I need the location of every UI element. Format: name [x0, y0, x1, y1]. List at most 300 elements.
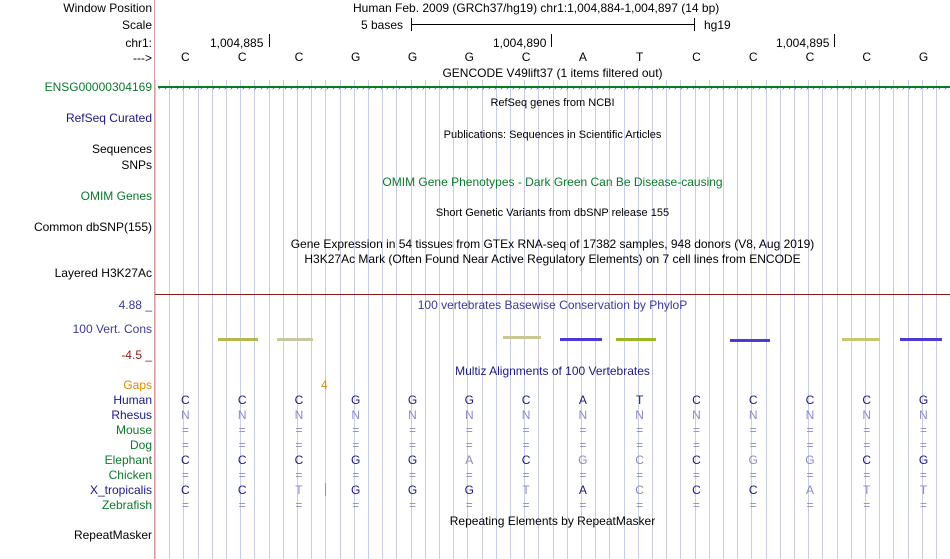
chrom-tick-3: 1,004,895: [776, 36, 830, 50]
multiz-base: N: [464, 408, 474, 422]
strand-chevron: ›: [224, 82, 227, 92]
multiz-base: T: [522, 483, 530, 497]
strand-chevron: ›: [188, 82, 191, 92]
grid-line: [439, 80, 440, 559]
phylop-track-title[interactable]: 100 vertebrates Basewise Conservation by PhyloP: [417, 298, 688, 312]
multiz-base: G: [748, 453, 758, 467]
strand-chevron: ›: [248, 82, 251, 92]
strand-chevron: ›: [710, 82, 713, 92]
strand-chevron: ›: [896, 82, 899, 92]
strand-chevron: ›: [620, 82, 623, 92]
multiz-base: =: [238, 468, 246, 482]
strand-chevron: ›: [920, 82, 923, 92]
strand-chevron: ›: [740, 82, 743, 92]
multiz-base: G: [464, 393, 474, 407]
strand-chevron: ›: [596, 82, 599, 92]
strand-chevron: ›: [338, 82, 341, 92]
multiz-base: =: [465, 498, 473, 512]
sequence-base: C: [805, 50, 815, 64]
multiz-species-chicken[interactable]: Chicken: [108, 468, 152, 482]
multiz-base: G: [351, 483, 361, 497]
refseq-track-title[interactable]: RefSeq genes from NCBI: [490, 97, 615, 109]
strand-chevron: ›: [854, 82, 857, 92]
grid-line: [311, 80, 312, 559]
grid-line: [879, 80, 880, 559]
multiz-base: =: [352, 498, 360, 512]
multiz-base: T: [635, 393, 644, 407]
strand-chevron: ›: [554, 82, 557, 92]
grid-line: [538, 80, 539, 559]
multiz-base: C: [692, 393, 701, 407]
phylop-signal-blip: [900, 338, 942, 341]
chrom-label: chr1:: [125, 36, 152, 50]
multiz-base: =: [238, 498, 246, 512]
multiz-base: =: [295, 438, 303, 452]
multiz-base: =: [238, 423, 246, 437]
multiz-base: =: [295, 498, 303, 512]
strand-chevron: ›: [206, 82, 209, 92]
multiz-species-x_tropicalis[interactable]: X_tropicalis: [89, 483, 152, 497]
multiz-base: =: [465, 468, 473, 482]
multiz-base: =: [806, 498, 814, 512]
strand-chevron: ›: [788, 82, 791, 92]
sequence-base: C: [748, 50, 758, 64]
multiz-base: C: [521, 453, 531, 467]
grid-line: [283, 80, 284, 559]
multiz-gap-count: 4: [321, 378, 328, 392]
sequence-base: G: [407, 50, 418, 64]
strand-chevron: ›: [818, 82, 821, 92]
multiz-base: N: [919, 408, 928, 422]
multiz-species-elephant[interactable]: Elephant: [104, 453, 152, 467]
multiz-base: C: [181, 393, 190, 407]
strand-chevron: ›: [680, 82, 683, 92]
grid-line: [368, 80, 369, 559]
strand-chevron: ›: [578, 82, 581, 92]
repeatmasker-track-label[interactable]: RepeatMasker: [73, 528, 152, 542]
sequence-base: C: [692, 50, 701, 64]
multiz-base: =: [863, 438, 871, 452]
scale-bar-right-tick: [694, 18, 695, 31]
multiz-base: =: [806, 438, 814, 452]
grid-line: [453, 80, 454, 559]
omim-track-title[interactable]: OMIM Gene Phenotypes - Dark Green Can Be Disease-causing: [382, 175, 723, 189]
strand-chevron: ›: [734, 82, 737, 92]
strand-chevron: ›: [548, 82, 551, 92]
strand-chevron: ›: [530, 82, 533, 92]
multiz-base: G: [578, 453, 588, 467]
multiz-base: C: [692, 453, 701, 467]
sequence-base: T: [635, 50, 644, 64]
gtex-track-title[interactable]: Gene Expression in 54 tissues from GTEx RNA-seq of 17382 samples, 948 donors (V8, Aug 2019): [290, 237, 815, 251]
strand-chevron: ›: [362, 82, 365, 92]
strand-chevron: ›: [560, 82, 563, 92]
multiz-base: =: [522, 438, 530, 452]
strand-chevron: ›: [842, 82, 845, 92]
multiz-base: G: [464, 483, 474, 497]
scale-label: Scale: [121, 18, 152, 32]
multiz-species-dog[interactable]: Dog: [129, 438, 152, 452]
grid-line: [567, 80, 568, 559]
multiz-base: A: [805, 483, 814, 497]
window-position-value: Human Feb. 2009 (GRCh37/hg19) chr1:1,004,884-1,004,897 (14 bp): [353, 1, 720, 15]
strand-chevron: ›: [266, 82, 269, 92]
scale-value: 5 bases: [361, 18, 404, 32]
strand-chevron: ›: [374, 82, 377, 92]
strand-chevron: ›: [938, 82, 941, 92]
strand-chevron: ›: [524, 82, 527, 92]
phylop-track-label[interactable]: 100 Vert. Cons: [72, 322, 152, 336]
multiz-base: =: [920, 498, 928, 512]
strand-chevron: ›: [776, 82, 779, 92]
strand-chevron: ›: [482, 82, 485, 92]
grid-line: [723, 80, 724, 559]
window-position-label: Window Position: [63, 1, 152, 15]
strand-chevron: ›: [914, 82, 917, 92]
dbsnp-track-title[interactable]: Short Genetic Variants from dbSNP release 155: [435, 207, 670, 219]
refseq-track-label[interactable]: RefSeq Curated: [65, 111, 152, 125]
strand-chevron: ›: [590, 82, 593, 92]
strand-chevron: ›: [602, 82, 605, 92]
multiz-base: C: [181, 483, 190, 497]
strand-chevron: ›: [944, 82, 947, 92]
grid-line: [908, 80, 909, 559]
multiz-base: N: [748, 408, 758, 422]
multiz-base: =: [579, 438, 587, 452]
strand-chevron: ›: [902, 82, 905, 92]
strand-chevron: ›: [614, 82, 617, 92]
strand-chevron: ›: [692, 82, 695, 92]
strand-chevron: ›: [668, 82, 671, 92]
strand-chevron: ›: [182, 82, 185, 92]
strand-chevron: ›: [764, 82, 767, 92]
multiz-base: N: [805, 408, 815, 422]
multiz-base: T: [295, 483, 303, 497]
grid-line: [169, 80, 170, 559]
multiz-base: T: [863, 483, 871, 497]
grid-line: [595, 80, 596, 559]
multiz-base: =: [352, 438, 360, 452]
strand-chevron: ›: [770, 82, 773, 92]
phylop-signal-blip: [730, 339, 770, 342]
multiz-base: G: [407, 483, 418, 497]
multiz-base: N: [578, 408, 588, 422]
multiz-base: =: [465, 438, 473, 452]
strand-chevron: ›: [302, 82, 305, 92]
omim-track-label[interactable]: OMIM Genes: [80, 189, 152, 203]
chrom-tick-mark-1: [269, 34, 270, 47]
strand-chevron: ›: [656, 82, 659, 92]
multiz-base: G: [407, 393, 418, 407]
strand-chevron: ›: [518, 82, 521, 92]
grid-line: [212, 80, 213, 559]
strand-chevron: ›: [218, 82, 221, 92]
strand-chevron: ›: [164, 82, 167, 92]
strand-chevron: ›: [584, 82, 587, 92]
multiz-base: =: [863, 468, 871, 482]
strand-chevron: ›: [806, 82, 809, 92]
multiz-base: =: [181, 423, 189, 437]
multiz-base: G: [918, 393, 929, 407]
strand-chevron: ›: [662, 82, 665, 92]
multiz-base: N: [351, 408, 361, 422]
sequence-base: C: [294, 50, 304, 64]
strand-chevron: ›: [386, 82, 389, 92]
strand-chevron: ›: [686, 82, 689, 92]
strand-chevron: ›: [290, 82, 293, 92]
multiz-species-mouse[interactable]: Mouse: [115, 423, 152, 437]
publications-snps-label[interactable]: SNPs: [121, 158, 152, 172]
multiz-base: =: [749, 423, 757, 437]
grid-line: [425, 80, 426, 559]
multiz-base: G: [351, 393, 361, 407]
grid-line: [553, 80, 554, 559]
multiz-base: G: [351, 453, 361, 467]
strand-chevron: ›: [314, 82, 317, 92]
strand-chevron: ›: [908, 82, 911, 92]
multiz-species-rhesus[interactable]: Rhesus: [111, 408, 152, 422]
strand-chevron: ›: [392, 82, 395, 92]
strand-chevron: ›: [284, 82, 287, 92]
multiz-base: =: [749, 468, 757, 482]
strand-chevron: ›: [416, 82, 419, 92]
multiz-base: N: [692, 408, 701, 422]
multiz-base: =: [692, 498, 700, 512]
strand-chevron: ›: [452, 82, 455, 92]
strand-chevron: ›: [746, 82, 749, 92]
multiz-base: T: [919, 483, 928, 497]
multiz-base: C: [805, 393, 815, 407]
multiz-base: =: [749, 498, 757, 512]
grid-line: [780, 80, 781, 559]
strand-chevron: ›: [812, 82, 815, 92]
strand-chevron: ›: [632, 82, 635, 92]
strand-chevron: ›: [464, 82, 467, 92]
multiz-base: =: [522, 423, 530, 437]
multiz-base: =: [352, 423, 360, 437]
grid-line: [794, 80, 795, 559]
multiz-base: =: [863, 423, 871, 437]
strand-chevron: ›: [932, 82, 935, 92]
multiz-base: C: [862, 393, 872, 407]
phylop-signal-blip: [218, 338, 258, 341]
strand-chevron: ›: [830, 82, 833, 92]
strand-chevron: ›: [236, 82, 239, 92]
h3k27ac-track-title[interactable]: H3K27Ac Mark (Often Found Near Active Regulatory Elements) on 7 cell lines from ENCODE: [304, 252, 801, 266]
strand-chevron: ›: [344, 82, 347, 92]
multiz-base: N: [635, 408, 644, 422]
multiz-base: =: [863, 498, 871, 512]
grid-line: [666, 80, 667, 559]
multiz-gap-marker: [325, 483, 326, 496]
grid-line: [496, 80, 497, 559]
multiz-base: N: [408, 408, 417, 422]
multiz-base: =: [749, 438, 757, 452]
multiz-base: =: [352, 468, 360, 482]
multiz-base: N: [521, 408, 531, 422]
grid-line: [709, 80, 710, 559]
strand-chevron: ›: [434, 82, 437, 92]
strand-chevron: ›: [638, 82, 641, 92]
multiz-base: C: [862, 453, 872, 467]
strand-chevron: ›: [782, 82, 785, 92]
strand-chevron: ›: [506, 82, 509, 92]
strand-chevron: ›: [500, 82, 503, 92]
repeatmasker-track-title[interactable]: Repeating Elements by RepeatMasker: [449, 514, 656, 528]
multiz-base: =: [636, 438, 644, 452]
multiz-base: C: [237, 483, 247, 497]
multiz-base: =: [408, 438, 416, 452]
strand-chevron: ›: [674, 82, 677, 92]
multiz-base: =: [579, 423, 587, 437]
strand-chevron: ›: [536, 82, 539, 92]
grid-line: [510, 80, 511, 559]
grid-line: [226, 80, 227, 559]
gencode-track-label[interactable]: ENSG00000304169: [44, 80, 152, 94]
sequence-base: A: [578, 50, 587, 64]
strand-chevron: ›: [158, 82, 161, 92]
strand-chevron: ›: [230, 82, 233, 92]
multiz-base: =: [920, 438, 928, 452]
grid-line: [340, 80, 341, 559]
multiz-gaps-label: Gaps: [123, 378, 152, 392]
grid-line: [198, 80, 199, 559]
sequence-base: C: [237, 50, 247, 64]
multiz-base: =: [692, 423, 700, 437]
chrom-tick-mark-3: [834, 34, 835, 47]
multiz-base: =: [522, 498, 530, 512]
phylop-min-value: -4.5 _: [121, 348, 152, 362]
multiz-base: =: [295, 423, 303, 437]
strand-chevron: ›: [194, 82, 197, 92]
grid-line: [254, 80, 255, 559]
strand-chevron: ›: [848, 82, 851, 92]
phylop-max-value: 4.88 _: [118, 298, 152, 312]
multiz-base: =: [920, 423, 928, 437]
multiz-base: C: [237, 453, 247, 467]
multiz-base: C: [294, 453, 304, 467]
label-panel-border: [154, 0, 155, 559]
grid-line: [396, 80, 397, 559]
strand-chevron: ›: [212, 82, 215, 92]
strand-chevron: ›: [512, 82, 515, 92]
strand-chevron: ›: [872, 82, 875, 92]
grid-line: [893, 80, 894, 559]
strand-chevron: ›: [458, 82, 461, 92]
multiz-species-zebrafish[interactable]: Zebrafish: [101, 498, 152, 512]
multiz-base: C: [635, 483, 644, 497]
multiz-base: C: [748, 483, 758, 497]
grid-line: [624, 80, 625, 559]
grid-line: [155, 80, 156, 559]
gencode-track-title[interactable]: GENCODE V49lift37 (1 items filtered out): [442, 66, 663, 80]
strand-chevron: ›: [794, 82, 797, 92]
dbsnp-track-label[interactable]: Common dbSNP(155): [33, 220, 152, 234]
multiz-base: C: [692, 483, 701, 497]
multiz-base: =: [181, 468, 189, 482]
strand-chevron: ›: [368, 82, 371, 92]
base-grid: [155, 80, 950, 559]
publications-sequences-label[interactable]: Sequences: [91, 142, 152, 156]
multiz-base: C: [635, 453, 644, 467]
multiz-base: A: [465, 453, 474, 467]
multiz-base: =: [522, 468, 530, 482]
strand-chevron: ›: [260, 82, 263, 92]
strand-chevron: ›: [626, 82, 629, 92]
grid-line: [766, 80, 767, 559]
strand-chevron: ›: [878, 82, 881, 92]
grid-line: [822, 80, 823, 559]
multiz-base: =: [806, 423, 814, 437]
multiz-base: =: [636, 423, 644, 437]
phylop-signal-blip: [842, 338, 880, 341]
strand-chevron: ›: [704, 82, 707, 92]
multiz-base: =: [465, 423, 473, 437]
h3k27ac-track-label[interactable]: Layered H3K27Ac: [54, 266, 152, 280]
scale-bar: [411, 24, 695, 25]
publications-track-title[interactable]: Publications: Sequences in Scientific Articles: [443, 129, 662, 141]
sequence-base: G: [351, 50, 361, 64]
strand-chevron: ›: [722, 82, 725, 92]
multiz-base: N: [181, 408, 190, 422]
sequence-base: G: [918, 50, 929, 64]
multiz-base: =: [636, 468, 644, 482]
chrom-tick-2: 1,004,890: [493, 36, 547, 50]
strand-chevron: ›: [272, 82, 275, 92]
grid-line: [851, 80, 852, 559]
grid-line: [737, 80, 738, 559]
strand-chevron: ›: [884, 82, 887, 92]
grid-line: [680, 80, 681, 559]
chrom-tick-1: 1,004,885: [210, 36, 264, 50]
multiz-species-human[interactable]: Human: [113, 393, 152, 407]
multiz-track-title[interactable]: Multiz Alignments of 100 Vertebrates: [455, 364, 650, 378]
strand-chevron: ›: [488, 82, 491, 92]
grid-line: [609, 80, 610, 559]
multiz-base: A: [578, 393, 587, 407]
multiz-base: C: [237, 393, 247, 407]
multiz-base: C: [294, 393, 304, 407]
strand-chevron: ›: [176, 82, 179, 92]
strand-chevron: ›: [860, 82, 863, 92]
grid-line: [837, 80, 838, 559]
strand-chevron: ›: [320, 82, 323, 92]
strand-chevron: ›: [698, 82, 701, 92]
strand-chevron: ›: [296, 82, 299, 92]
multiz-base: =: [692, 468, 700, 482]
phylop-signal-blip: [616, 338, 656, 341]
multiz-base: =: [408, 423, 416, 437]
strand-chevron: ›: [476, 82, 479, 92]
strand-chevron: ›: [866, 82, 869, 92]
multiz-base: A: [578, 483, 587, 497]
strand-chevron: ›: [254, 82, 257, 92]
multiz-base: =: [579, 498, 587, 512]
strand-chevron: ›: [824, 82, 827, 92]
strand-chevron: ›: [716, 82, 719, 92]
multiz-base: =: [408, 468, 416, 482]
strand-chevron: ›: [758, 82, 761, 92]
strand-chevron: ›: [428, 82, 431, 92]
strand-chevron: ›: [800, 82, 803, 92]
strand-chevron: ›: [644, 82, 647, 92]
strand-chevron: ›: [446, 82, 449, 92]
sequence-base: C: [521, 50, 531, 64]
scale-assembly: hg19: [704, 18, 731, 32]
multiz-base: C: [748, 393, 758, 407]
chrom-tick-mark-2: [551, 34, 552, 47]
multiz-base: =: [238, 438, 246, 452]
